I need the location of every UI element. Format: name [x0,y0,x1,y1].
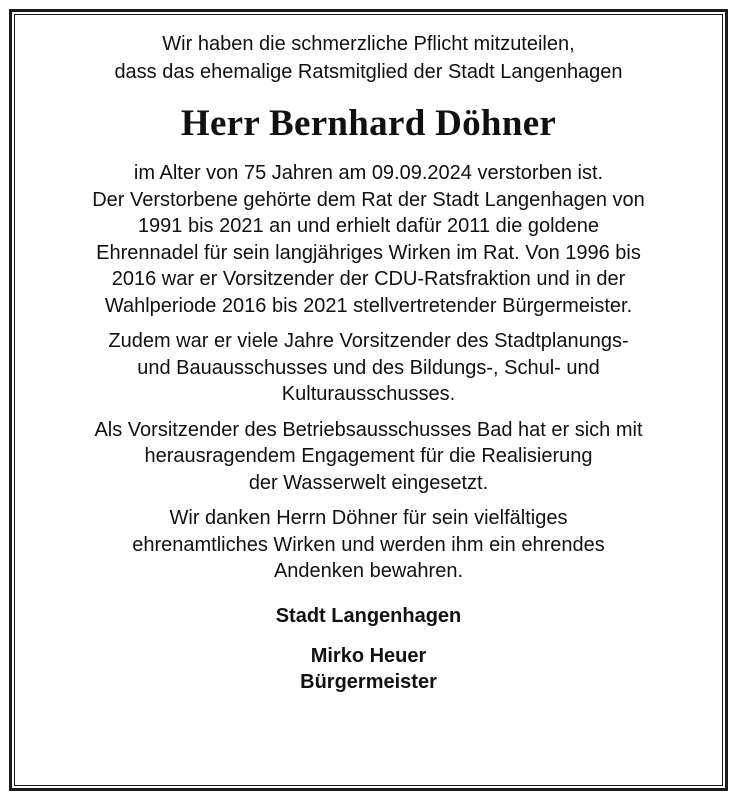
deceased-name: Herr Bernhard Döhner [180,103,557,144]
paragraph-thanks [20,505,717,585]
thanks-line-2: ehrenamtliches Wirken und werden ihm ein ehrendes [132,533,605,556]
bio-line-2: Der Verstorbene gehörte dem Rat der Stadt Langenhagen von [92,188,645,211]
bio-line-6: Wahlperiode 2016 bis 2021 stellvertretender Bürgermeister. [104,294,633,317]
signature-organization: Stadt Langenhagen [275,604,462,627]
thanks-line-1: Wir danken Herrn Döhner für sein vielfältiges [169,507,568,529]
obituary-notice [20,30,717,695]
thanks-line-3: Andenken bewahren. [273,560,464,582]
committees-line-3: Kulturausschusses. [281,383,456,405]
wasserwelt-line-3: der Wasserwelt eingesetzt. [248,471,489,494]
intro-line-2: dass das ehemalige Ratsmitglied der Stadt Langenhagen [114,61,623,83]
paragraph-biography [20,160,717,319]
paragraph-wasserwelt [20,417,717,497]
intro-line-1: Wir haben die schmerzliche Pflicht mitzuteilen, [162,33,575,55]
wasserwelt-line-1: Als Vorsitzender des Betriebsausschusses Bad hat er sich mit [94,418,643,441]
signature-name: Mirko Heuer [310,644,427,667]
signature-role: Bürgermeister [300,670,437,693]
bio-line-4: Ehrennadel für sein langjähriges Wirken im Rat. Von 1996 bis [96,241,641,264]
bio-line-3: 1991 bis 2021 an und erhielt dafür 2011 die goldene [137,215,600,237]
intro-text [20,30,717,86]
bio-line-5: 2016 war er Vorsitzender der CDU-Ratsfraktion und in der [111,268,626,290]
committees-line-1: Zudem war er viele Jahre Vorsitzender des Stadtplanungs- [108,330,629,352]
committees-line-2: und Bauausschusses und des Bildungs-, Schul- und [137,356,600,379]
bio-line-1: im Alter von 75 Jahren am 09.09.2024 verstorben ist. [133,162,604,184]
wasserwelt-line-2: herausragendem Engagement für die Realisierung [144,445,593,467]
paragraph-committees [20,328,717,408]
